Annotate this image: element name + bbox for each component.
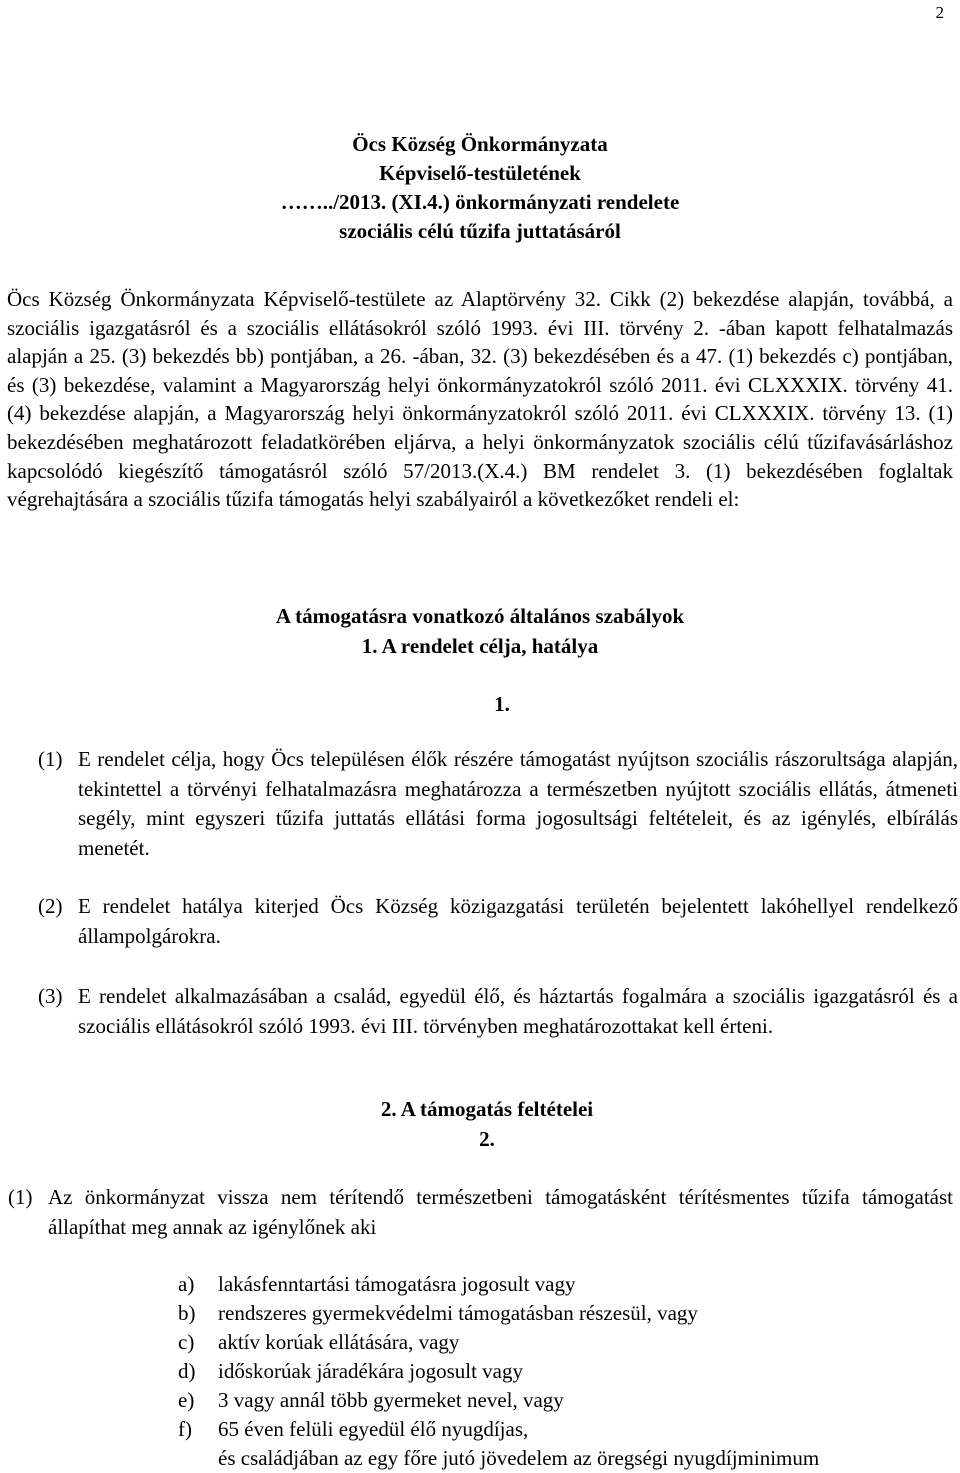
- list-item: f) 65 éven felüli egyedül élő nyugdíjas,: [178, 1417, 529, 1441]
- paragraph-text: E rendelet hatálya kiterjed Öcs Község közigazgatási területén bejelentett lakóhellyel rendelkező állampolgárokra.: [78, 894, 958, 948]
- paragraph-number: (2): [38, 894, 63, 918]
- paragraph-number: (1): [38, 747, 63, 771]
- paragraph-text: E rendelet célja, hogy Öcs településen élők részére támogatást nyújtson szociális rászorultsága alapján, tekintettel a törvényi felhatalmazásra meghatározza a természetben nyújtott szociális ellátás, átmeneti segély, mint egyszeri tűzifa juttatás ellátási forma jogosultsági feltételeit, és az igénylés, elbírálás menetét.: [78, 747, 958, 861]
- page-number: 2: [935, 3, 944, 22]
- title-line-4: szociális célú tűzifa juttatásáról: [339, 219, 621, 243]
- paragraph-1-mark: 1.: [494, 692, 510, 716]
- paragraph-number: (3): [38, 984, 63, 1008]
- title-line-2: Képviselő-testületének: [379, 161, 581, 185]
- list-item: e) 3 vagy annál több gyermeket nevel, vagy: [178, 1388, 564, 1412]
- chapter-2-title: 2. A támogatás feltételei: [380, 1097, 594, 1121]
- paragraph-1-1: [38, 745, 958, 864]
- paragraph-2-mark: 2.: [479, 1127, 495, 1151]
- list-item: d) időskorúak járadékára jogosult vagy: [178, 1359, 523, 1383]
- paragraph-1-2: [38, 892, 958, 951]
- paragraph-text: E rendelet alkalmazásában a család, egyedül élő, és háztartás fogalmára a szociális igazgatásról és a szociális ellátásokról szóló 1993. évi III. törvényben meghatározottakat kell érteni.: [78, 984, 958, 1038]
- title-line-1: Öcs Község Önkormányzata: [352, 132, 608, 156]
- paragraph-text: Az önkormányzat vissza nem térítendő természetbeni támogatásként térítésmentes tűzifa támogatást állapíthat meg annak az igénylőnek aki: [48, 1185, 953, 1239]
- list-item: a) lakásfenntartási támogatásra jogosult vagy: [178, 1272, 576, 1296]
- list-continuation: és családjában az egy főre jutó jövedelem az öregségi nyugdíjminimum: [218, 1446, 820, 1470]
- list-item: b) rendszeres gyermekvédelmi támogatásban részesül, vagy: [178, 1301, 698, 1325]
- paragraph-1-3: [38, 982, 958, 1041]
- section-heading: A támogatásra vonatkozó általános szabályok: [275, 604, 685, 628]
- chapter-1-title: 1. A rendelet célja, hatálya: [361, 634, 599, 658]
- paragraph-number: (1): [8, 1185, 33, 1209]
- preamble: Öcs Község Önkormányzata Képviselő-testülete az Alaptörvény 32. Cikk (2) bekezdése alapján, továbbá, a szociális igazgatásról és a szociális ellátásokról szóló 1993. évi III. törvény 2. -ában kapott felhatalmazás alapján a 25. (3) bekezdés bb) pontjában, a 26. -ában, 32. (3) bekezdésében és a 47. (1) bekezdés c) pontjában, és (3) bekezdése, valamint a Magyarország helyi önkormányzatokról szóló 2011. évi CLXXXIX. törvény 41. (4) bekezdése alapján, a Magyarország helyi önkormányzatokról szóló 2011. évi CLXXXIX. törvény 13. (1) bekezdésében meghatározott feladatkörében eljárva, a helyi önkormányzatok szociális célú tűzifavásárláshoz kapcsolódó kiegészítő támogatásról szóló 57/2013.(X.4.) BM rendelet 3. (1) bekezdésében foglaltak végrehajtására a szociális tűzifa támogatás helyi szabályairól a következőket rendeli el:: [7, 287, 953, 512]
- title-line-3: ……../2013. (XI.4.) önkormányzati rendelete: [280, 190, 680, 214]
- eligibility-list: [178, 1270, 948, 1473]
- document-title: [0, 130, 960, 246]
- list-item: c) aktív korúak ellátására, vagy: [178, 1330, 460, 1354]
- paragraph-2-1: [8, 1183, 953, 1242]
